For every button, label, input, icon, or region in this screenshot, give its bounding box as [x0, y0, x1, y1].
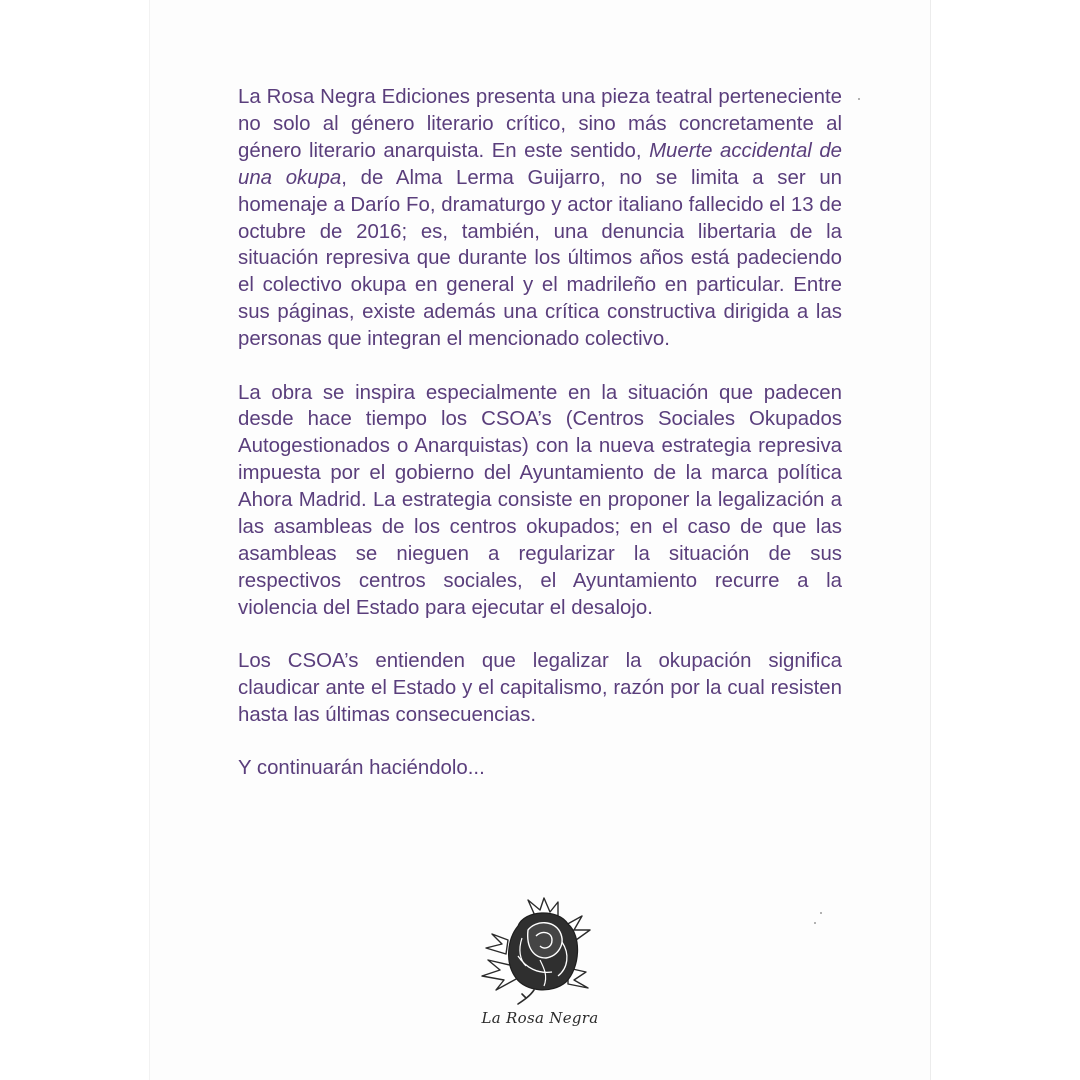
- blurb-paragraph-4: Y continuarán haciéndolo...: [238, 757, 485, 780]
- dust-speck: [820, 912, 822, 914]
- blurb-paragraph-1: [238, 84, 842, 353]
- blurb-text: [238, 84, 842, 782]
- black-rose-icon: [478, 896, 604, 1008]
- book-title: Muerte accidental de una okupa: [238, 139, 842, 189]
- dust-speck: [858, 98, 860, 100]
- blurb-paragraph-2: La obra se inspira especialmente en la situación que padecen desde hace tiempo los CSOA’s (Centros Sociales Okupados Autogestionados o Anarquistas) con la nueva estrategia represiva impuesta por el gobierno del Ayuntamiento de la marca política Ahora Madrid. La estrategia consiste en proponer la legalización a las asambleas de los centros okupados; en el caso de que las asambleas se nieguen a regularizar la situación de sus respectivos centros sociales, el Ayuntamiento recurre a la violencia del Estado para ejecutar el desalojo.: [238, 381, 842, 619]
- blurb-paragraph-1-intro: La Rosa Negra Ediciones presenta una pieza teatral perteneciente no solo al género literario crítico, sino más concretamente al género literario anarquista. En este sentido,: [238, 86, 842, 162]
- publisher-logo-caption: La Rosa Negra: [481, 1009, 599, 1027]
- blurb-paragraph-3: Los CSOA’s entienden que legalizar la okupación significa claudicar ante el Estado y el capitalismo, razón por la cual resisten hasta las últimas consecuencias.: [238, 650, 842, 727]
- blurb-paragraph-1-rest: , de Alma Lerma Guijarro, no se limita a ser un homenaje a Darío Fo, dramaturgo y actor italiano fallecido el 13 de octubre de 2016; es, también, una denuncia libertaria de la situación represiva que durante los últimos años está padeciendo el colectivo okupa en general y el madrileño en particular. Entre sus páginas, existe además una crítica constructiva dirigida a las personas que integran el mencionado colectivo.: [238, 166, 842, 351]
- dust-speck: [814, 922, 816, 924]
